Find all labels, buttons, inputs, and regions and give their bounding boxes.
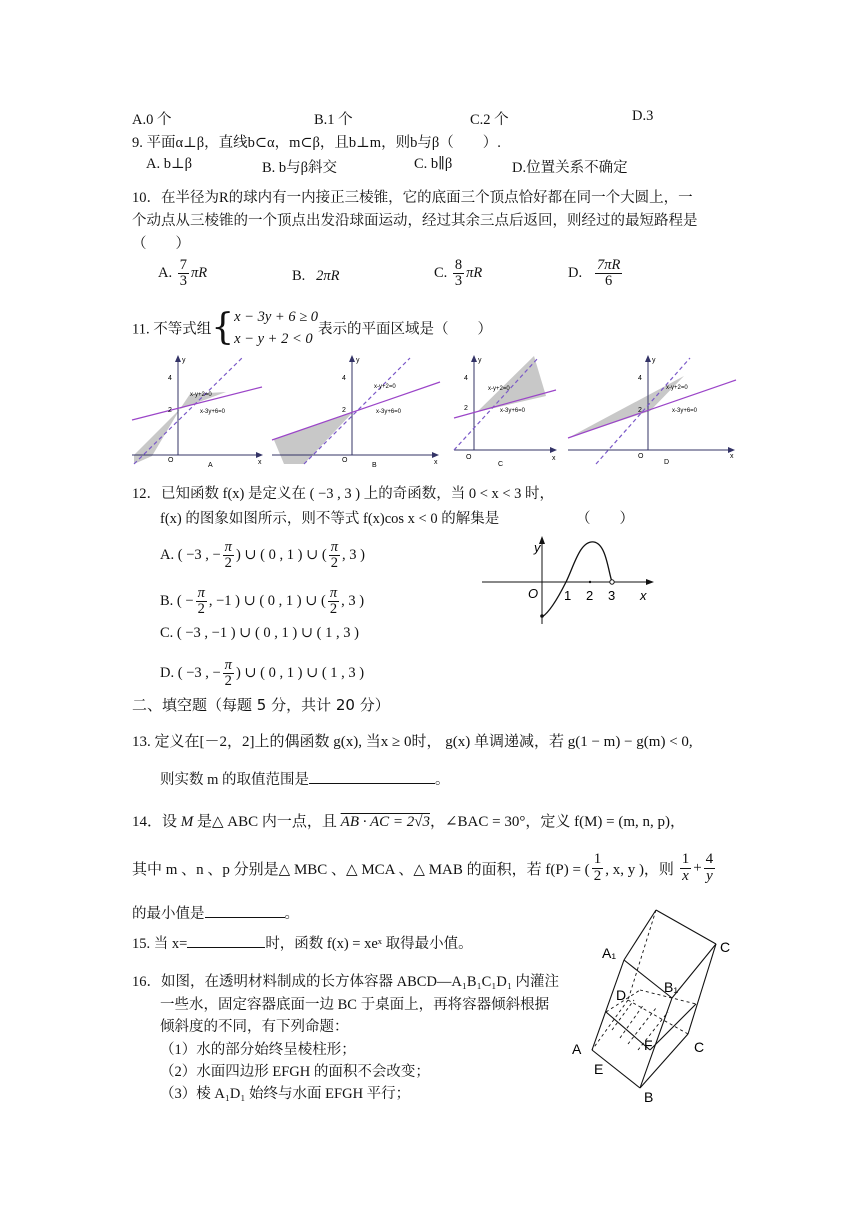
tick-2: 2 — [586, 588, 594, 603]
shade-c — [477, 356, 546, 412]
q16-item3: （3）棱 A₁D₁ 始终与水面 EFGH 平行； — [160, 1086, 411, 1102]
q8-option-c: C.2 个 — [470, 112, 509, 128]
q16-item2: （2）水面四边形 EFGH 的面积不会改变； — [160, 1064, 430, 1080]
line-label-1: x-y+2=0 — [374, 384, 396, 390]
q12-line2: f(x) 的图象如图所示，则不等式 f(x)cos x < 0 的解集是 — [160, 511, 500, 527]
q10-option-c: C. $\frac{8}{3}$ πR — [434, 257, 483, 290]
q9-stem: 9. 平面α⊥β，直线b⊂α，m⊂β，且b⊥m，则b与β（ ）. — [132, 135, 501, 151]
graph-letter: A — [208, 462, 213, 468]
label-f: F — [644, 1037, 653, 1053]
q14-answer-blank[interactable] — [205, 903, 285, 918]
axis-y: y — [478, 357, 482, 364]
q10-line3: （ ） — [132, 236, 190, 252]
graph-letter: D — [664, 459, 670, 466]
label-b1: B₁ — [664, 979, 679, 995]
q12-bracket: （ ） — [576, 511, 634, 527]
q12-option-c: C. ( −3 , −1 ) ∪ ( 0 , 1 ) ∪ ( 1 , 3 ) — [160, 625, 359, 641]
tick-1: 1 — [564, 588, 572, 603]
q15: 15. 当 x= 时，函数 f(x) = xeˣ 取得最小值。 — [132, 932, 473, 953]
q8-option-d: D.3 — [632, 108, 654, 124]
q10-option-a: A. $\frac{7}{3}$ πR — [158, 257, 208, 290]
label-a1: A₁ — [602, 945, 617, 961]
tick-3: 3 — [608, 588, 616, 603]
axis-y: y — [182, 357, 186, 364]
q11-inequality-2: x − y + 2 < 0 — [234, 331, 313, 347]
q11-graph-d — [566, 352, 738, 468]
q16-line3: 倾斜度的不同，有下列命题： — [160, 1019, 349, 1035]
axis-y: y — [652, 357, 656, 364]
q16-line1: 16．如图，在透明材料制成的长方体容器 ABCD—A₁B₁C₁D₁ 内灌注 — [132, 974, 560, 990]
origin: O — [638, 453, 644, 460]
q11-graph-a — [130, 352, 265, 468]
line-label-1: x-y+2=0 — [488, 386, 510, 392]
axis-y: y — [534, 540, 541, 555]
origin: O — [342, 457, 348, 464]
tick-2: 2 — [638, 407, 642, 414]
label-c: C — [694, 1039, 705, 1055]
q16-line2: 一些水，固定容器底面一边 BC 于桌面上，再将容器倾斜根据 — [160, 997, 550, 1013]
origin: O — [168, 457, 174, 464]
q12-option-b: B. ( − $\frac{\pi}{2}$ , −1 ) ∪ ( 0 , 1 ) ∪ ( $\frac{\pi}{2}$ , 3 ) — [160, 585, 365, 618]
origin: O — [466, 454, 472, 461]
q14-line1: 14．设 M 是△ ABC 内一点，且 AB · AC = 2√3，∠BAC = 30°，定义 f(M) = (m, n, p)， — [132, 814, 686, 830]
q9-option-d: D.位置关系不确定 — [512, 160, 628, 176]
q10-line2: 个动点从三棱锥的一个顶点出发沿球面运动，经过其余三点后返回，则经过的最短路程是 — [132, 213, 698, 229]
graph-letter: C — [498, 461, 504, 468]
q14-line3: 的最小值是 。 — [132, 902, 299, 923]
q16-item1: （1）水的部分始终呈棱柱形； — [160, 1042, 356, 1058]
q8-option-b: B.1 个 — [314, 112, 353, 128]
line-label-2: x-3y+6=0 — [376, 409, 402, 415]
q11-graph-b — [270, 352, 442, 468]
tick-2: 2 — [168, 407, 172, 414]
axis-x: x — [434, 459, 438, 466]
label-c1: C — [720, 939, 731, 955]
tick-4: 4 — [638, 375, 642, 382]
q10-option-b: B. 2πR — [292, 268, 340, 284]
axis-x: x — [730, 453, 734, 460]
q12-line1: 12．已知函数 f(x) 是定义在 ( −3 , 3 ) 上的奇函数，当 0 < x < 3 时， — [132, 486, 555, 502]
label-e: E — [594, 1061, 604, 1077]
q8-option-a: A.0 个 — [132, 112, 172, 128]
tick-4: 4 — [464, 375, 468, 382]
label-d: D — [616, 987, 627, 1003]
tick-2: 2 — [342, 407, 346, 414]
q11-inequality-1: x − 3y + 6 ≥ 0 — [234, 309, 319, 325]
q16-cuboid-figure — [568, 900, 748, 1108]
line-label-2: x-3y+6=0 — [200, 409, 226, 415]
q11-stem: 11. 不等式组{ x − 3y + 6 ≥ 0 x − y + 2 < 0 表示的平面区域是（ ） — [132, 307, 493, 348]
line-label-2: x-3y+6=0 — [672, 408, 698, 414]
q9-option-b: B. b与β斜交 — [262, 160, 338, 176]
q12-option-a: A. ( −3 , − $\frac{\pi}{2}$ ) ∪ ( 0 , 1 ) ∪ ( $\frac{\pi}{2}$ , 3 ) — [160, 539, 365, 572]
axis-x: x — [552, 455, 556, 462]
q9-option-a: A. b⊥β — [146, 156, 192, 172]
label-b: B — [644, 1089, 654, 1105]
q13-answer-blank[interactable] — [309, 769, 435, 784]
q10-option-d: D. $\frac{7\pi R}{6}$ — [568, 257, 621, 290]
q11-graph-c — [452, 352, 560, 468]
q13-line2: 则实数 m 的取值范围是 。 — [160, 768, 450, 789]
axis-y: y — [356, 357, 360, 364]
axis-x: x — [258, 459, 262, 466]
q12-option-d: D. ( −3 , − $\frac{\pi}{2}$ ) ∪ ( 0 , 1 ) ∪ ( 1 , 3 ) — [160, 657, 365, 690]
q10-line1: 10．在半径为R的球内有一内接正三棱锥，它的底面三个顶点恰好都在同一个大圆上，一 — [132, 190, 693, 206]
line-label-2: x-3y+6=0 — [500, 408, 526, 414]
q12-function-graph — [478, 532, 658, 632]
axis-x: x — [640, 588, 647, 603]
section-title-fill-in: 二、填空题（每题 5 分，共计 20 分） — [132, 696, 390, 714]
q14-line2: 其中 m 、n 、p 分别是△ MBC 、△ MCA 、△ MAB 的面积，若 f(P) = ( $\frac{1}{2}$ , x, y )，则 $\frac{1}{x}$ + $\frac{4}{y}$ — [132, 851, 714, 884]
tick-4: 4 — [168, 375, 172, 382]
tick-2: 2 — [464, 405, 468, 412]
label-a: A — [572, 1041, 582, 1057]
q9-option-c: C. b∥β — [414, 156, 453, 172]
graph-letter: B — [372, 462, 377, 468]
line-label-1: x-y+2=0 — [666, 385, 688, 391]
q15-answer-blank[interactable] — [187, 933, 265, 948]
origin: O — [528, 586, 539, 601]
q13-line1: 13. 定义在[－2，2]上的偶函数 g(x), 当x ≥ 0时， g(x) 单调递减，若 g(1 − m) − g(m) < 0, — [132, 734, 693, 750]
tick-4: 4 — [342, 375, 346, 382]
line-label-1: x-y+2=0 — [190, 392, 212, 398]
